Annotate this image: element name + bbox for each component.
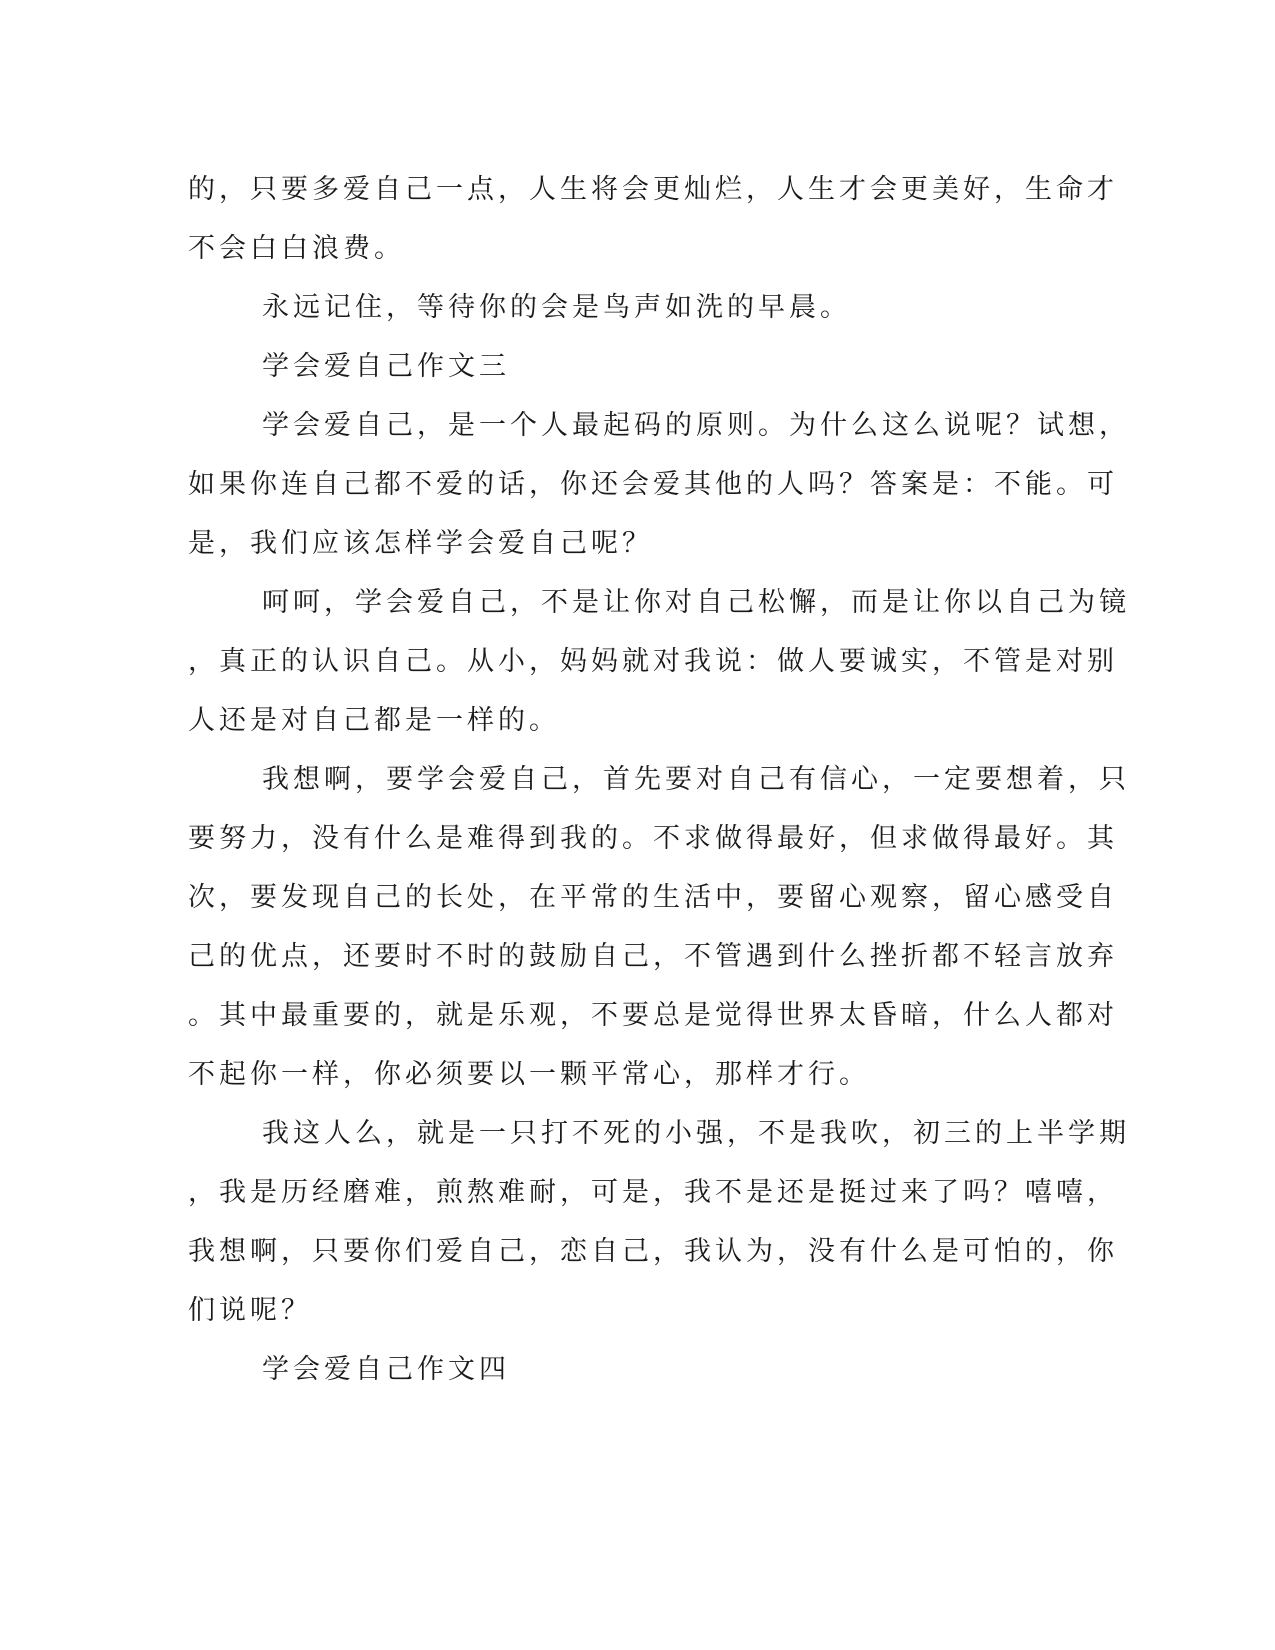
text-line: 己的优点，还要时不时的鼓励自己，不管遇到什么挫折都不轻言放弃 xyxy=(188,941,1118,972)
text-line: 呵呵，学会爱自己，不是让你对自己松懈，而是让你以自己为镜 xyxy=(262,587,1130,618)
document-body xyxy=(188,160,1130,1399)
text-line: 要努力，没有什么是难得到我的。不求做得最好，但求做得最好。其 xyxy=(188,823,1118,854)
heading-text: 学会爱自己作文三 xyxy=(262,351,510,382)
text-line: ，真正的认识自己。从小，妈妈就对我说：做人要诚实，不管是对别 xyxy=(188,646,1118,677)
text-line: 的，只要多爱自己一点，人生将会更灿烂，人生才会更美好，生命才 xyxy=(188,174,1118,205)
section-heading xyxy=(188,1340,1063,1399)
text-line: 次，要发现自己的长处，在平常的生活中，要留心观察，留心感受自 xyxy=(188,882,1118,913)
text-line: 我想啊，要学会爱自己，首先要对自己有信心，一定要想着，只 xyxy=(262,764,1130,795)
heading-text: 学会爱自己作文四 xyxy=(262,1354,510,1385)
text-line: 不起你一样，你必须要以一颗平常心，那样才行。 xyxy=(188,1059,870,1090)
text-line: 人还是对自己都是一样的。 xyxy=(188,705,560,736)
text-line: 我想啊，只要你们爱自己，恋自己，我认为，没有什么是可怕的，你 xyxy=(188,1236,1118,1267)
paragraph xyxy=(188,1104,1130,1340)
text-line: 。其中最重要的，就是乐观，不要总是觉得世界太昏暗，什么人都对 xyxy=(188,1000,1118,1031)
paragraph xyxy=(188,160,1118,278)
section-heading xyxy=(188,337,1063,396)
text-line: 是，我们应该怎样学会爱自己呢？ xyxy=(188,528,653,559)
text-line: ，我是历经磨难，煎熬难耐，可是，我不是还是挺过来了吗？嘻嘻， xyxy=(188,1177,1118,1208)
text-line: 不会白白浪费。 xyxy=(188,233,405,264)
text-line: 永远记住，等待你的会是鸟声如洗的早晨。 xyxy=(262,292,851,323)
paragraph xyxy=(188,278,1063,337)
paragraph xyxy=(188,396,1130,573)
text-line: 们说呢？ xyxy=(188,1295,312,1326)
text-line: 我这人么，就是一只打不死的小强，不是我吹，初三的上半学期 xyxy=(262,1118,1130,1149)
text-line: 如果你连自己都不爱的话，你还会爱其他的人吗？答案是：不能。可 xyxy=(188,469,1118,500)
paragraph xyxy=(188,750,1130,1104)
paragraph xyxy=(188,573,1130,750)
text-line: 学会爱自己，是一个人最起码的原则。为什么这么说呢？试想， xyxy=(262,410,1130,441)
